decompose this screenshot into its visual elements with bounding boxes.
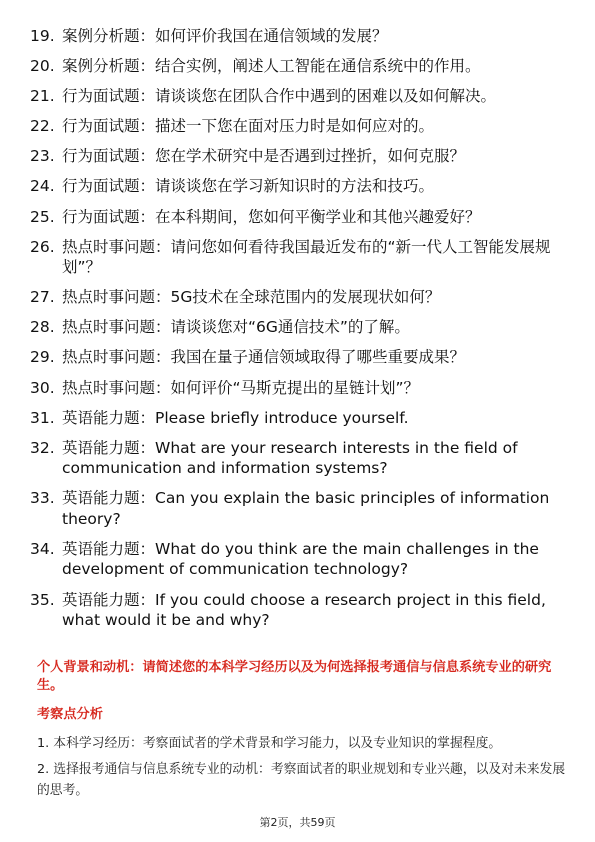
question-item	[30, 26, 570, 47]
question-number: 24.	[30, 177, 55, 196]
question-text: 英语能力题：If you could choose a research project in this field, what would it be and why?	[62, 590, 546, 629]
question-item	[30, 86, 570, 107]
question-number: 30.	[30, 378, 55, 397]
question-text: 行为面试题：请谈谈您在团队合作中遇到的困难以及如何解决。	[62, 87, 497, 106]
question-item	[30, 176, 570, 197]
question-number: 34.	[30, 539, 55, 558]
question-number: 19.	[30, 27, 55, 45]
question-number: 21.	[30, 87, 55, 106]
question-text: 英语能力题：What do you think are the main challenges in the development of communication technology?	[62, 539, 539, 579]
question-text: 案例分析题：如何评价我国在通信领域的发展？	[62, 27, 388, 45]
question-item	[30, 317, 570, 338]
question-text: 英语能力题：Please briefly introduce yourself.	[62, 408, 409, 427]
question-item	[30, 438, 570, 479]
question-number: 27.	[30, 288, 55, 307]
question-text: 案例分析题：结合实例，阐述人工智能在通信系统中的作用。	[62, 57, 481, 76]
question-text: 热点时事问题：如何评价“马斯克提出的星链计划”？	[62, 378, 420, 397]
analysis-point: 2. 选择报考通信与信息系统专业的动机：考察面试者的职业规划和专业兴趣，以及对未来发展的思考。	[37, 762, 566, 798]
question-number: 31.	[30, 408, 55, 427]
analysis-point: 1. 本科学习经历：考察面试者的学术背景和学习能力，以及专业知识的掌握程度。	[37, 736, 502, 751]
analysis-heading: 考察点分析	[37, 707, 103, 722]
question-number: 22.	[30, 117, 55, 136]
question-number: 29.	[30, 348, 55, 367]
question-text: 行为面试题：描述一下您在面对压力时是如何应对的。	[62, 117, 435, 136]
question-item	[30, 116, 570, 137]
question-item	[30, 408, 570, 429]
analysis-points	[37, 733, 567, 806]
question-item	[30, 146, 570, 167]
question-number: 26.	[30, 237, 55, 256]
question-text: 行为面试题：您在学术研究中是否遇到过挫折，如何克服？	[62, 147, 466, 166]
question-text: 热点时事问题：我国在量子通信领域取得了哪些重要成果？	[62, 348, 466, 367]
question-text: 行为面试题：请谈谈您在学习新知识时的方法和技巧。	[62, 177, 435, 196]
question-list	[30, 26, 570, 640]
question-number: 35.	[30, 590, 55, 609]
question-item	[30, 237, 570, 278]
question-item	[30, 539, 570, 580]
question-item	[30, 590, 570, 631]
question-text: 行为面试题：在本科期间，您如何平衡学业和其他兴趣爱好？	[62, 207, 481, 226]
page-footer: 第2页，共59页	[259, 816, 336, 829]
question-text: 英语能力题：What are your research interests in the field of communication and information systems?	[62, 438, 518, 478]
question-text: 热点时事问题：请谈谈您对“6G通信技术”的了解。	[62, 318, 410, 337]
question-number: 20.	[30, 57, 55, 76]
question-number: 33.	[30, 489, 55, 508]
question-number: 32.	[30, 438, 55, 457]
question-item	[30, 347, 570, 368]
question-item	[30, 207, 570, 228]
question-number: 25.	[30, 207, 55, 226]
question-item	[30, 378, 570, 399]
question-number: 28.	[30, 318, 55, 337]
section-heading: 个人背景和动机：请简述您的本科学习经历以及为何选择报考通信与信息系统专业的研究生。	[37, 660, 552, 693]
question-item	[30, 488, 570, 529]
question-item	[30, 287, 570, 308]
question-text: 英语能力题：Can you explain the basic principles of information theory?	[62, 489, 550, 528]
question-text: 热点时事问题：5G技术在全球范围内的发展现状如何？	[62, 288, 441, 307]
question-text: 热点时事问题：请问您如何看待我国最近发布的“新一代人工智能发展规划”？	[62, 237, 551, 277]
question-item	[30, 56, 570, 77]
question-number: 23.	[30, 147, 55, 166]
